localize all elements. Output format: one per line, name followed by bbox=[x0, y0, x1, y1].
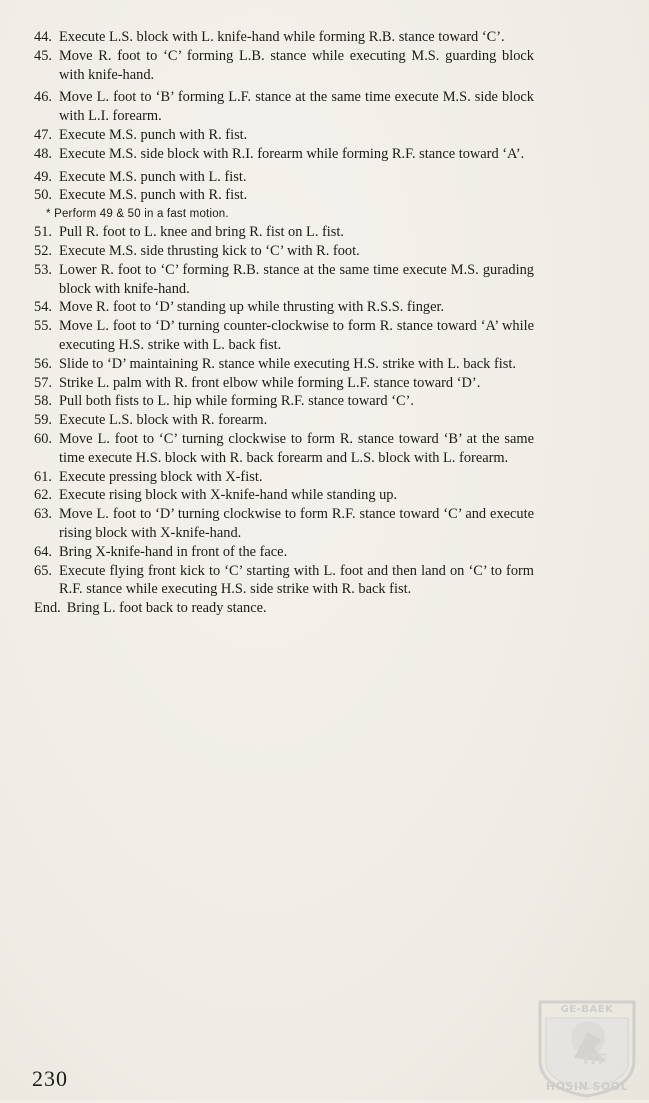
step-57 bbox=[34, 374, 534, 393]
step-text: Move R. foot to ‘D’ standing up while thrusting with R.S.S. finger. bbox=[59, 299, 445, 316]
step-number: 53. bbox=[34, 261, 52, 278]
step-number: 44. bbox=[34, 29, 52, 45]
step-50 bbox=[34, 186, 534, 205]
step-number: 47. bbox=[34, 126, 52, 143]
step-text: Move L. foot to ‘B’ forming L.F. stance at the same time execute M.S. side block with L.I. forearm. bbox=[59, 89, 534, 125]
step-53 bbox=[34, 261, 534, 299]
step-62 bbox=[34, 486, 534, 505]
step-number: 64. bbox=[34, 543, 52, 560]
step-51 bbox=[34, 223, 534, 242]
step-text: Execute M.S. side thrusting kick to ‘C’ with R. foot. bbox=[59, 242, 360, 259]
step-text: Execute pressing block with X-fist. bbox=[59, 468, 263, 485]
ge-baek-watermark bbox=[532, 1000, 642, 1098]
end-step bbox=[34, 599, 534, 618]
watermark-itf-text: ITF bbox=[583, 1052, 608, 1068]
step-46 bbox=[34, 88, 534, 126]
watermark-top-text: GE-BAEK bbox=[560, 1004, 614, 1015]
step-text: Execute M.S. side block with R.I. forearm while forming R.F. stance toward ‘A’. bbox=[59, 145, 525, 162]
step-text: Pull both fists to L. hip while forming R.F. stance toward ‘C’. bbox=[59, 393, 414, 410]
step-text: Move R. foot to ‘C’ forming L.B. stance while executing M.S. guarding block with knife-hand. bbox=[59, 47, 534, 83]
step-number: 59. bbox=[34, 412, 52, 429]
step-text: Execute M.S. punch with L. fist. bbox=[59, 168, 247, 185]
end-text: Bring L. foot back to ready stance. bbox=[66, 600, 267, 617]
step-number: 61. bbox=[34, 468, 52, 485]
step-text: Execute M.S. punch with R. fist. bbox=[59, 126, 248, 143]
step-text: Execute rising block with X-knife-hand while standing up. bbox=[59, 487, 398, 504]
step-61 bbox=[34, 468, 534, 487]
step-55 bbox=[34, 317, 534, 355]
step-54 bbox=[34, 298, 534, 317]
step-number: 51. bbox=[34, 224, 52, 241]
step-52 bbox=[34, 242, 534, 261]
step-text: Bring X-knife-hand in front of the face. bbox=[59, 543, 288, 560]
step-number: 62. bbox=[34, 487, 52, 504]
watermark-bottom-text: HOSIN SOOL bbox=[545, 1080, 629, 1093]
step-number: 54. bbox=[34, 299, 52, 316]
step-63 bbox=[34, 505, 534, 543]
step-number: 45. bbox=[34, 47, 52, 64]
step-49 bbox=[34, 168, 534, 187]
page-number: 230 bbox=[32, 1066, 68, 1091]
step-text: Move L. foot to ‘D’ turning counter-clockwise to form R. stance toward ‘A’ while executing H.S. strike with L. back fist. bbox=[59, 318, 534, 353]
step-text: Slide to ‘D’ maintaining R. stance while executing H.S. strike with L. back fist. bbox=[59, 355, 516, 372]
step-number: 49. bbox=[34, 168, 52, 185]
step-number: 55. bbox=[34, 318, 52, 335]
step-number: 57. bbox=[34, 374, 52, 391]
step-text: Lower R. foot to ‘C’ forming R.B. stance at the same time execute M.S. gurading block with knife-hand. bbox=[59, 261, 534, 297]
step-text: Execute L.S. block with L. knife-hand while forming R.B. stance toward ‘C’. bbox=[59, 29, 505, 45]
step-48 bbox=[34, 145, 534, 164]
step-text: Pull R. foot to L. knee and bring R. fist on L. fist. bbox=[59, 224, 344, 241]
step-59 bbox=[34, 411, 534, 430]
step-number: 56. bbox=[34, 355, 52, 372]
step-44 bbox=[34, 28, 534, 47]
step-64 bbox=[34, 543, 534, 562]
step-number: 65. bbox=[34, 562, 52, 579]
step-number: 50. bbox=[34, 187, 52, 204]
step-text: Execute L.S. block with R. forearm. bbox=[59, 412, 268, 429]
fast-motion-note: * Perform 49 & 50 in a fast motion. bbox=[46, 208, 229, 221]
step-number: 52. bbox=[34, 242, 52, 259]
step-45 bbox=[34, 47, 534, 85]
step-56 bbox=[34, 355, 534, 374]
step-number: 58. bbox=[34, 393, 52, 410]
step-text: Move L. foot to ‘C’ turning clockwise to form R. stance toward ‘B’ at the same time execute H.S. block with R. back forearm and L.S. block with L. forearm. bbox=[59, 430, 534, 466]
step-text: Move L. foot to ‘D’ turning clockwise to form R.F. stance toward ‘C’ and execute rising block with X-knife-hand. bbox=[59, 506, 534, 541]
step-65 bbox=[34, 562, 534, 600]
pattern-steps-list bbox=[34, 28, 534, 618]
step-number: 60. bbox=[34, 430, 52, 447]
step-text: Execute M.S. punch with R. fist. bbox=[59, 187, 248, 204]
step-number: 63. bbox=[34, 506, 52, 523]
step-number: 48. bbox=[34, 145, 52, 162]
step-47 bbox=[34, 126, 534, 145]
end-label: End. bbox=[34, 600, 61, 617]
step-58 bbox=[34, 392, 534, 411]
step-number: 46. bbox=[34, 89, 52, 106]
step-text: Strike L. palm with R. front elbow while forming L.F. stance toward ‘D’. bbox=[59, 374, 481, 391]
step-text: Execute flying front kick to ‘C’ starting with L. foot and then land on ‘C’ to form R.F. stance while executing H.S. side strike with R. back fist. bbox=[59, 562, 534, 598]
step-60 bbox=[34, 430, 534, 468]
